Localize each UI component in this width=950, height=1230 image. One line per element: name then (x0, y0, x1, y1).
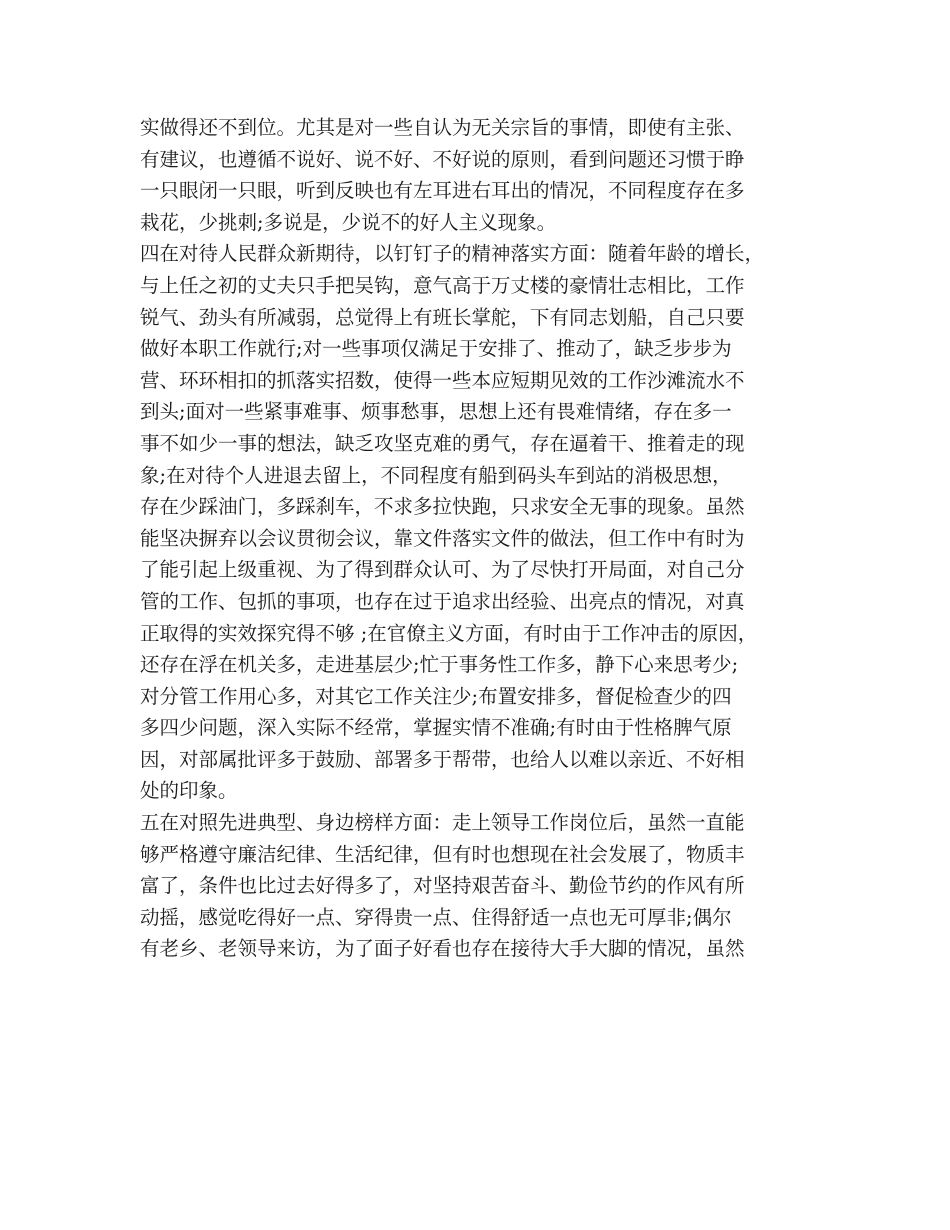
text-line: 栽花，少挑刺;多说是，少说不的好人主义现象。 (140, 210, 557, 234)
text-line: 了能引起上级重视、为了得到群众认可、为了尽快打开局面，对自己分 (140, 558, 745, 582)
text-line: 富了，条件也比过去好得多了，对坚持艰苦奋斗、勤俭节约的作风有所 (140, 874, 745, 898)
text-line: 对分管工作用心多，对其它工作关注少;布置安排多，督促检查少的四 (140, 684, 732, 708)
text-line: 到头;面对一些紧事难事、烦事愁事，思想上还有畏难情绪，存在多一 (140, 400, 732, 424)
text-line: 因，对部属批评多于鼓励、部署多于帮带，也给人以难以亲近、不好相 (140, 747, 745, 771)
text-line: 有建议，也遵循不说好、说不好、不好说的原则，看到问题还习惯于睁 (140, 147, 745, 171)
text-line: 营、环环相扣的抓落实招数，使得一些本应短期见效的工作沙滩流水不 (140, 368, 745, 392)
text-line: 做好本职工作就行;对一些事项仅满足于安排了、推动了，缺乏步步为 (140, 337, 732, 361)
text-line: 事不如少一事的想法，缺乏攻坚克难的勇气，存在逼着干、推着走的现 (140, 431, 745, 455)
text-line: 象;在对待个人进退去留上，不同程度有船到码头车到站的消极思想， (140, 463, 732, 487)
text-line: 正取得的实效探究得不够 ;在官僚主义方面，有时由于工作冲击的原因， (140, 621, 758, 645)
text-line: 够严格遵守廉洁纪律、生活纪律，但有时也想现在社会发展了，物质丰 (140, 842, 745, 866)
text-line: 还存在浮在机关多，走进基层少;忙于事务性工作多，静下心来思考少; (140, 653, 739, 677)
text-line: 锐气、劲头有所减弱，总觉得上有班长掌舵，下有同志划船，自己只要 (140, 305, 745, 329)
text-line: 有老乡、老领导来访，为了面子好看也存在接待大手大脚的情况，虽然 (140, 937, 745, 961)
text-line: 处的印象。 (140, 779, 238, 803)
text-line: 一只眼闭一只眼，听到反映也有左耳进右耳出的情况，不同程度存在多 (140, 179, 745, 203)
text-line: 能坚决摒弃以会议贯彻会议，靠文件落实文件的做法，但工作中有时为 (140, 526, 745, 550)
text-line: 实做得还不到位。尤其是对一些自认为无关宗旨的事情，即使有主张、 (140, 116, 745, 139)
section-heading-line: 四在对待人民群众新期待，以钉钉子的精神落实方面：随着年龄的增长， (140, 242, 765, 266)
text-line: 管的工作、包抓的事项，也存在过于追求出经验、出亮点的情况，对真 (140, 589, 745, 613)
text-line: 与上任之初的丈夫只手把吴钩，意气高于万丈楼的豪情壮志相比，工作 (140, 273, 745, 297)
text-line: 存在少踩油门，多踩刹车，不求多拉快跑，只求安全无事的现象。虽然 (140, 495, 745, 519)
text-line: 多四少问题，深入实际不经常，掌握实情不准确;有时由于性格脾气原 (140, 716, 732, 740)
text-line: 动摇，感觉吃得好一点、穿得贵一点、住得舒适一点也无可厚非;偶尔 (140, 905, 732, 929)
section-heading-line: 五在对照先进典型、身边榜样方面：走上领导工作岗位后，虽然一直能 (140, 811, 745, 835)
document-body (140, 112, 820, 965)
